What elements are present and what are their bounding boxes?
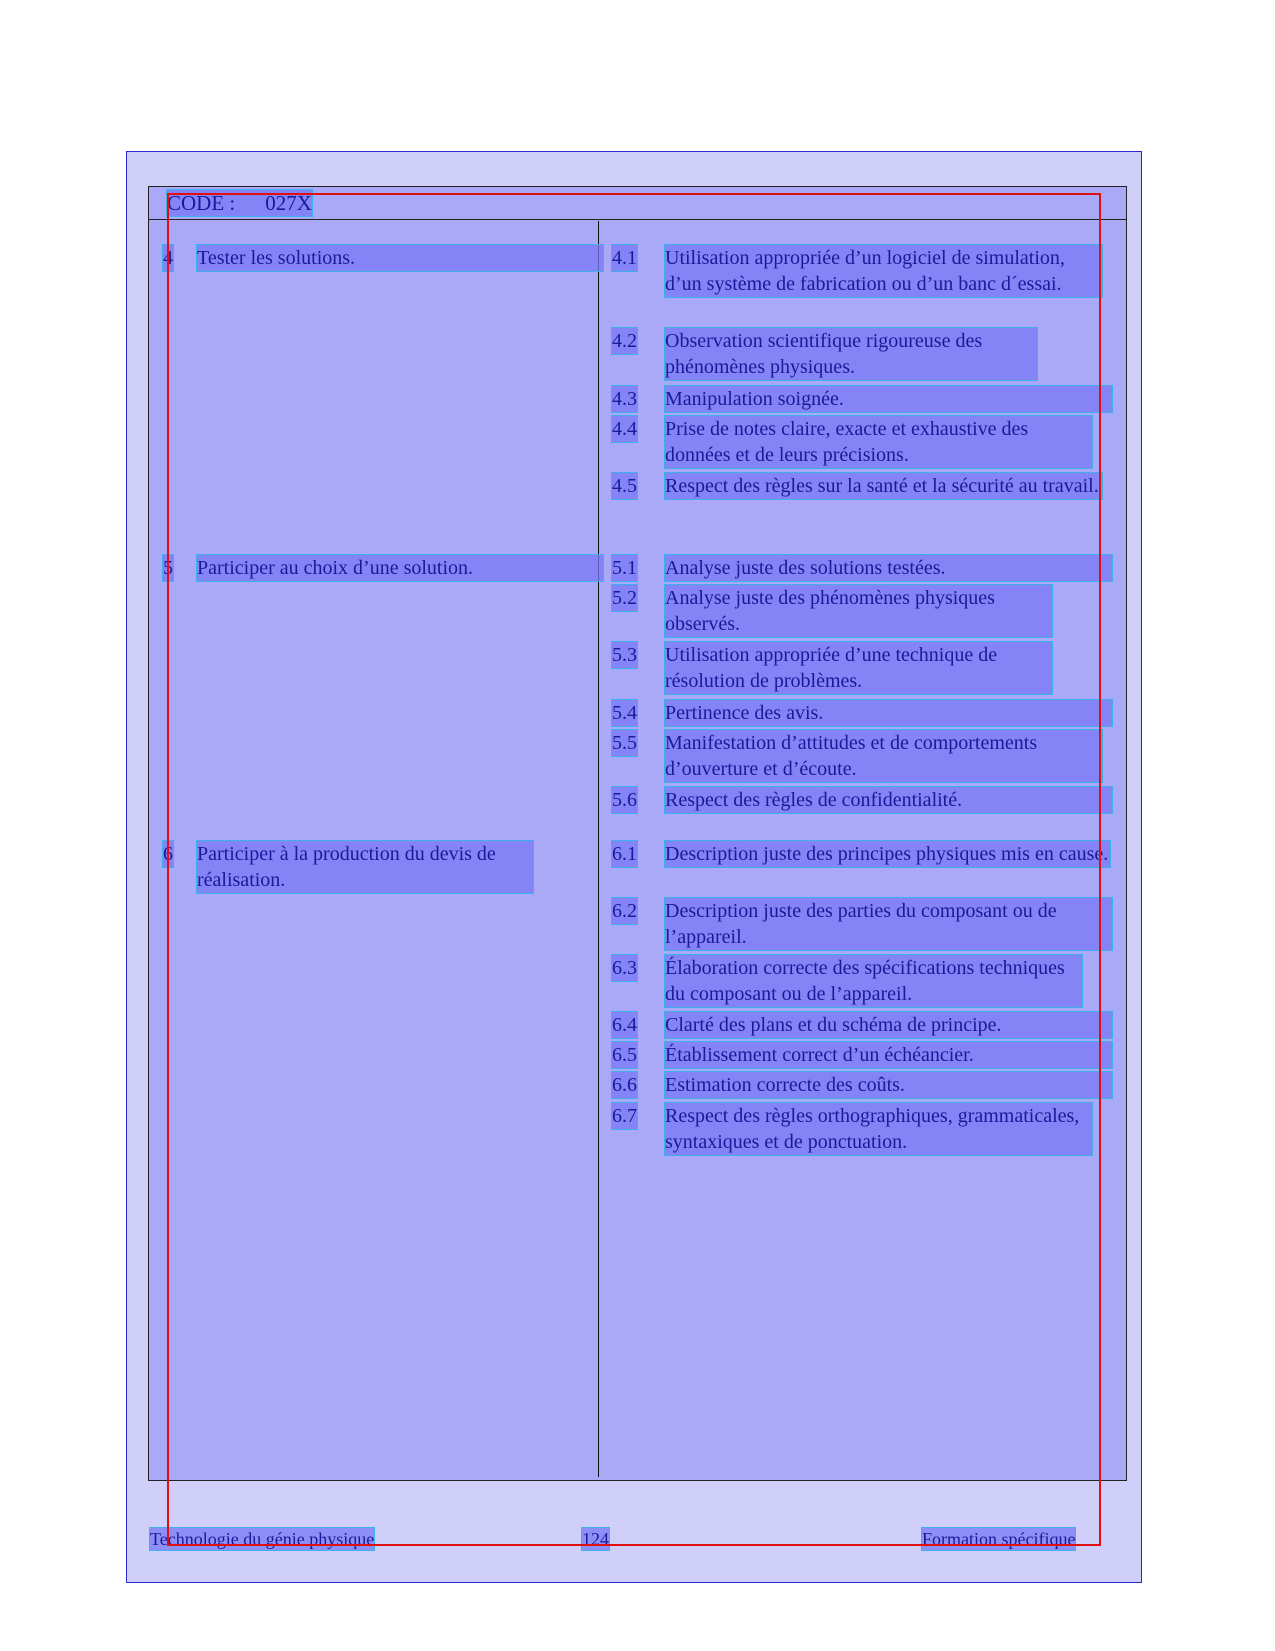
criterion-item bbox=[612, 1042, 1112, 1068]
criterion-item bbox=[612, 955, 1082, 1007]
criterion-number: 4.2 bbox=[612, 330, 637, 352]
task-text: Participer au choix d’une solution. bbox=[197, 555, 603, 581]
criterion-item bbox=[612, 1072, 1112, 1098]
criterion-number: 6.7 bbox=[612, 1105, 637, 1127]
criterion-text: Description juste des principes physiques mis en cause. bbox=[665, 843, 1109, 865]
criterion-number: 4.3 bbox=[612, 388, 637, 410]
criterion-item bbox=[612, 1012, 1112, 1038]
criterion-text: Élaboration correcte des spécifications techniques du composant ou de l’appareil. bbox=[665, 955, 1082, 1007]
criterion-text: Respect des règles de confidentialité. bbox=[665, 787, 1112, 813]
task-number: 5 bbox=[163, 557, 173, 579]
criterion-number: 5.3 bbox=[612, 644, 637, 666]
criterion-text: Observation scientifique rigoureuse des phénomènes physiques. bbox=[665, 328, 1037, 380]
criterion-text: Estimation correcte des coûts. bbox=[665, 1072, 1112, 1098]
criterion-item bbox=[612, 642, 1052, 694]
criterion-text: Prise de notes claire, exacte et exhaustive des données et de leurs précisions. bbox=[665, 416, 1092, 468]
criterion-item bbox=[612, 787, 1112, 813]
criterion-text: Pertinence des avis. bbox=[665, 700, 1112, 726]
criterion-item bbox=[612, 386, 1112, 412]
criterion-number: 6.5 bbox=[612, 1044, 637, 1066]
criterion-number: 5.5 bbox=[612, 732, 637, 754]
criterion-item bbox=[612, 898, 1112, 950]
criterion-number: 6.4 bbox=[612, 1014, 637, 1036]
criterion-item bbox=[612, 1103, 1092, 1155]
criterion-item bbox=[612, 328, 1037, 380]
criterion-number: 6.6 bbox=[612, 1074, 637, 1096]
task-item bbox=[163, 555, 603, 581]
criterion-text: Analyse juste des phénomènes physiques observés. bbox=[665, 585, 1052, 637]
criterion-text: Manipulation soignée. bbox=[665, 386, 1112, 412]
criterion-item bbox=[612, 700, 1112, 726]
code-header bbox=[167, 190, 312, 216]
code-value: 027X bbox=[265, 191, 312, 215]
criterion-text: Manifestation d’attitudes et de comportements d’ouverture et d’écoute. bbox=[665, 730, 1102, 782]
task-text: Participer à la production du devis de réalisation. bbox=[197, 841, 533, 893]
task-item bbox=[163, 245, 603, 271]
criterion-number: 4.4 bbox=[612, 418, 637, 440]
criterion-item bbox=[612, 245, 1102, 297]
task-text: Tester les solutions. bbox=[197, 245, 603, 271]
criterion-text: Établissement correct d’un échéancier. bbox=[665, 1042, 1112, 1068]
content-frame bbox=[148, 186, 1127, 1481]
criterion-text: Clarté des plans et du schéma de principe. bbox=[665, 1012, 1112, 1038]
criterion-text: Utilisation appropriée d’une technique de résolution de problèmes. bbox=[665, 642, 1052, 694]
criterion-item bbox=[612, 416, 1092, 468]
task-number: 4 bbox=[163, 247, 173, 269]
criterion-item bbox=[612, 585, 1052, 637]
footer-right: Formation spécifique bbox=[922, 1529, 1076, 1549]
code-underline bbox=[148, 219, 1127, 220]
code-label: CODE : bbox=[167, 191, 236, 215]
criterion-item bbox=[612, 730, 1102, 782]
task-item bbox=[163, 841, 533, 893]
criterion-text: Respect des règles sur la santé et la sécurité au travail. bbox=[665, 473, 1102, 499]
criterion-text: Utilisation appropriée d’un logiciel de simulation, d’un système de fabrication ou d’un banc d´essai. bbox=[665, 245, 1102, 297]
criterion-number: 5.1 bbox=[612, 557, 637, 579]
criterion-number: 4.1 bbox=[612, 247, 637, 269]
criterion-number: 5.4 bbox=[612, 702, 637, 724]
criterion-number: 4.5 bbox=[612, 475, 637, 497]
criterion-text: Respect des règles orthographiques, grammaticales, syntaxiques et de ponctuation. bbox=[665, 1103, 1092, 1155]
criterion-item bbox=[612, 555, 1112, 581]
column-divider bbox=[598, 221, 599, 1477]
criterion-number: 5.6 bbox=[612, 789, 637, 811]
criterion-text: Analyse juste des solutions testées. bbox=[665, 555, 1112, 581]
criterion-number: 6.2 bbox=[612, 900, 637, 922]
criterion-item bbox=[612, 841, 1110, 867]
footer-left: Technologie du génie physique bbox=[150, 1529, 375, 1549]
criterion-number: 5.2 bbox=[612, 587, 637, 609]
criterion-item bbox=[612, 473, 1102, 499]
criterion-number: 6.1 bbox=[612, 843, 637, 865]
criterion-text: Description juste des parties du composant ou de l’appareil. bbox=[665, 898, 1112, 950]
page-number: 124 bbox=[582, 1529, 609, 1549]
task-number: 6 bbox=[163, 843, 173, 865]
criterion-number: 6.3 bbox=[612, 957, 637, 979]
